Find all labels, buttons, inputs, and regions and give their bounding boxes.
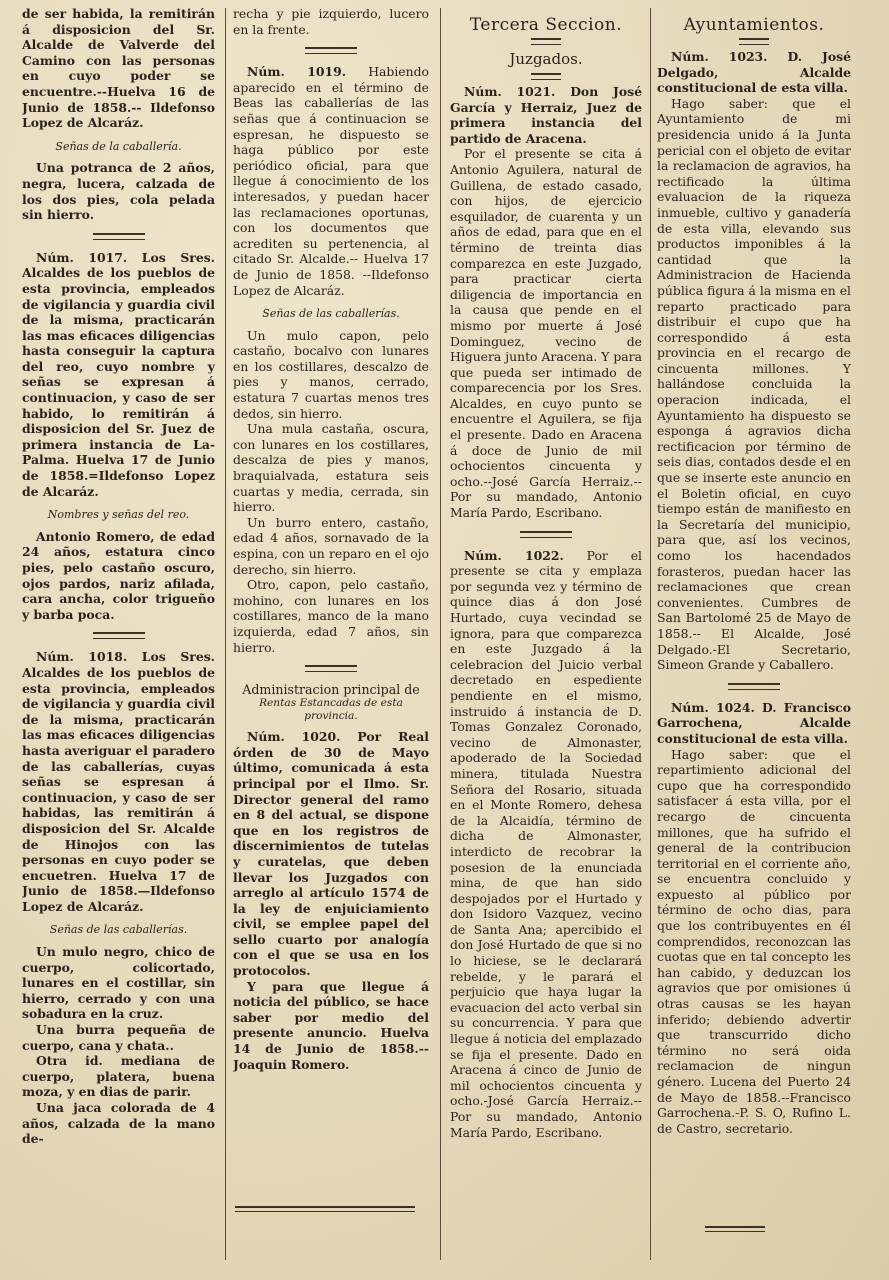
column-rule xyxy=(225,8,226,1260)
notice-text: Los Sres. Alcaldes de los pueblos de esta provincia, empleados de vigilancia y guardia civil de la misma, practicarán las mas eficaces diligencias hasta averiguar el paradero de las caballerías, cuyas señas se espresan á continuacion, y caso de ser habidas, las remitirán á disposicion del Sr. Alcalde de Hinojos con las personas en cuyo poder se encuetren. Huelva 17 de Junio de 1858.—Ildefonso Lopez de Alcaráz. xyxy=(22,649,215,914)
notice-text: Una jaca colorada de 4 años, calzada de la mano de- xyxy=(22,1100,215,1147)
section-subheading: Señas de las caballerías. xyxy=(262,307,400,321)
bottom-divider xyxy=(235,1206,415,1212)
notice-text: Don José García y Herraiz, Juez de primera instancia del partido de Aracena. xyxy=(450,84,642,146)
notice-text: Por el presente se cita y emplaza por segunda vez y término de quince dias á don José Hurtado, cuya vecindad se ignora, para que comparezca en este Juzgado á la celebracion del Juicio verbal decretado en espediente pendiente en el mismo, instruido á instancia de D. Tomas Gonzalez Coronado, vecino de Almonaster, apoderado de la Sociedad minera, titulada Nuestra Señora del Rosario, situada en el Monte Romero, dehesa de la Alcaidía, término de dicha de Almonaster, interdicto de recobrar la posesion de la enunciada mina, de que han sido despojados por el Hurtado y don Isidoro Vazquez, vecino de Santa Ana; apercibido el don José Hurtado de que si no lo hiciese, se le declarará rebelde, y le parará el perjuicio que haya lugar la evacuacion del acto verbal sin su concurrencia. Y para que llegue á noticia del emplazado se fija el presente. Dado en Aracena á cinco de Junio de mil ochocientos cincuenta y ocho.-José García Herraiz.--Por su mandado, Antonio María Pardo, Escribano. xyxy=(450,547,642,1140)
column-rule xyxy=(440,8,441,1260)
section-subheading: Señas de las caballerías. xyxy=(49,923,188,937)
column-rule xyxy=(650,8,651,1260)
divider xyxy=(531,73,561,80)
office-subheading: Rentas Estancadas de esta provincia. xyxy=(259,697,403,723)
section-subheading: Señas de la caballería. xyxy=(55,139,182,153)
notice-number: Núm. 1022. xyxy=(464,547,564,563)
divider xyxy=(305,665,357,672)
divider xyxy=(93,233,145,240)
notice-text: Habiendo aparecido en el término de Beas las caballerías de las señas que á continuacion se espresan, he dispuesto se haga público por este periódico oficial, para que llegue á conocimiento de los interesados, y puedan hacer las reclamaciones oportunas, con los documentos que acrediten su pertenencia, al citado Sr. Alcalde.-- Huelva 17 de Junio de 1858. --Ildefonso Lopez de Alcaráz. xyxy=(233,64,429,298)
column-1 xyxy=(22,6,215,1266)
section-title: Ayuntamientos. xyxy=(683,15,825,35)
section-subtitle: Juzgados. xyxy=(509,50,583,68)
divider xyxy=(739,38,769,45)
notice-number: Núm. 1017. xyxy=(36,249,128,265)
column-4 xyxy=(657,6,851,1266)
notice-text: Otro, capon, pelo castaño, mohino, con lunares en los costillares, manco de la mano izquierda, edad 7 años, sin hierro. xyxy=(233,577,429,655)
notice-number: Núm. 1020. xyxy=(247,729,341,745)
notice-text: Otra id. mediana de cuerpo, platera, buena moza, y en dias de parir. xyxy=(22,1053,215,1100)
divider xyxy=(305,47,357,54)
notice-text: Una burra pequeña de cuerpo, cana y chata.. xyxy=(22,1022,215,1053)
notice-text: Por Real órden de 30 de Mayo último, comunicada á esta principal por el Ilmo. Sr. Director general del ramo en 8 del actual, se dispone que en los registros de discernimientos de tutelas y curatelas, que deben llevar los Juzgados con arreglo al artículo 1574 de la ley de enjuiciamiento civil, se emplee papel del sello cuarto por analogía con el que se usa en los protocolos. xyxy=(233,729,429,979)
column-2 xyxy=(233,6,429,1266)
notice-text: Hago saber: que el Ayuntamiento de mi presidencia unido á la Junta pericial con el objeto de evitar la reclamacion de agravios, ha rectificado la última evaluacion de la riqueza inmueble, cultivo y ganadería de esta villa, elevando sus productos imponibles á la cantidad que la Administracion de Hacienda pública figura á la misma en el reparto practicado para distribuir el cupo que ha correspondido á esta provincia en el recargo de cincuenta millones. Y hallándose concluida la operacion indicada, el Ayuntamiento ha dispuesto se esponga á agravios dicha rectificacion por término de seis dias, contados desde el en que se inserte este anuncio en el Boletin oficial, en cuyo tiempo están de manifiesto en la Secretaría del municipio, para que, así los vecinos, como los hacendados forasteros, puedan hacer las reclamaciones que crean convenientes. Cumbres de San Bartolomé 25 de Mayo de 1858.-- El Alcalde, José Delgado.-El Secretario, Simeon Grande y Caballero. xyxy=(657,95,851,673)
notice-number: Núm. 1024. xyxy=(671,699,755,715)
notice-text: Un burro entero, castaño, edad 4 años, sornavado de la espina, con un reparo en el ojo derecho, sin hierro. xyxy=(233,514,429,577)
section-title: Tercera Seccion. xyxy=(469,15,623,35)
notice-text: D. Francisco Garrochena, Alcalde constitucional de esta villa. xyxy=(657,699,851,746)
section-subheading: Nombres y señas del reo. xyxy=(47,508,190,522)
notice-text: Antonio Romero, de edad 24 años, estatura cinco pies, pelo castaño oscuro, ojos pardos, nariz afilada, cara ancha, color trigueño y barba poca. xyxy=(22,528,215,622)
notice-text: D. José Delgado, Alcalde constitucional de esta villa. xyxy=(657,49,851,96)
notice-text: Un mulo negro, chico de cuerpo, colicortado, lunares en el costillar, sin hierro, cerrado y con una sobadura en la cruz. xyxy=(22,944,215,1022)
notice-text: recha y pie izquierdo, lucero en la frente. xyxy=(233,6,429,37)
notice-number: Núm. 1021. xyxy=(464,84,556,99)
office-heading: Administracion principal de xyxy=(242,682,420,698)
notice-text: Una potranca de 2 años, negra, lucera, calzada de los dos pies, cola pelada sin hierro. xyxy=(22,160,215,223)
bottom-divider xyxy=(705,1226,765,1232)
divider xyxy=(531,38,561,45)
notice-number: Núm. 1023. xyxy=(671,49,768,64)
divider xyxy=(93,632,145,639)
notice-text: Los Sres. Alcaldes de los pueblos de esta provincia, empleados de vigilancia y guardia civil de la misma, practicarán las mas eficaces diligencias hasta conseguir la captura del reo, cuyo nombre y señas se expresan á continuacion, y caso de ser habido, lo remitirán á disposicion del Sr. Juez de primera instancia de La-Palma. Huelva 17 de Junio de 1858.=Ildefonso Lopez de Alcaráz. xyxy=(22,249,215,499)
notice-text: Hago saber: que el repartimiento adicional del cupo que ha correspondido satisfacer á esta villa, por el recargo de cincuenta millones, que ha sufrido el general de la contribucion territorial en el corriente año, se encuentra concluido y expuesto al público por término de ocho dias, para que los contribuyentes en él comprendidos, reconozcan las cuotas que en tal concepto les han cabido, y deduzcan los agravios que por omisiones ú otras causas se les hayan inferido; debiendo advertir que transcurrido dicho término no será oida reclamacion de ningun género. Lucena del Puerto 24 de Mayo de 1858.--Francisco Garrochena.-P. S. O, Rufino L. de Castro, secretario. xyxy=(657,746,851,1136)
notice-number: Núm. 1018. xyxy=(36,649,128,665)
notice-text: de ser habida, la remitirán á disposicion del Sr. Alcalde de Valverde del Camino con las personas en cuyo poder se encuentre.--Huelva 16 de Junio de 1858.-- Ildefonso Lopez de Alcaráz. xyxy=(22,6,215,131)
notice-text: Una mula castaña, oscura, con lunares en los costillares, descalza de pies y manos, braquialvada, estatura seis cuartas y media, cerrada, sin hierro. xyxy=(233,421,429,515)
notice-text: Y para que llegue á noticia del público, se hace saber por medio del presente anuncio. Huelva 14 de Junio de 1858.--Joaquin Romero. xyxy=(233,978,429,1072)
notice-text: Un mulo capon, pelo castaño, bocalvo con lunares en los costillares, descalzo de pies y manos, cerrado, estatura 7 cuartas menos tres dedos, sin hierro. xyxy=(233,327,429,421)
divider xyxy=(520,531,572,538)
column-3 xyxy=(450,6,642,1266)
divider xyxy=(728,683,780,690)
notice-number: Núm. 1019. xyxy=(247,64,347,80)
notice-text: Por el presente se cita á Antonio Aguilera, natural de Guillena, de estado casado, con hijos, de ejercicio esquilador, de cuarenta y un años de edad, para que en el término de treinta dias comparezca en este Juzgado, para practicar cierta diligencia de importancia en la causa que pende en el mismo por muerte á José Dominguez, vecino de Higuera junto Aracena. Y para que pueda ser intimado de comparecencia por los Sres. Alcaldes, en cuyo punto se encuentre el Aguilera, se fija el presente. Dado en Aracena á doce de Junio de mil ochocientos cincuenta y ocho.--José García Herraiz.--Por su mandado, Antonio María Pardo, Escribano. xyxy=(450,146,642,521)
